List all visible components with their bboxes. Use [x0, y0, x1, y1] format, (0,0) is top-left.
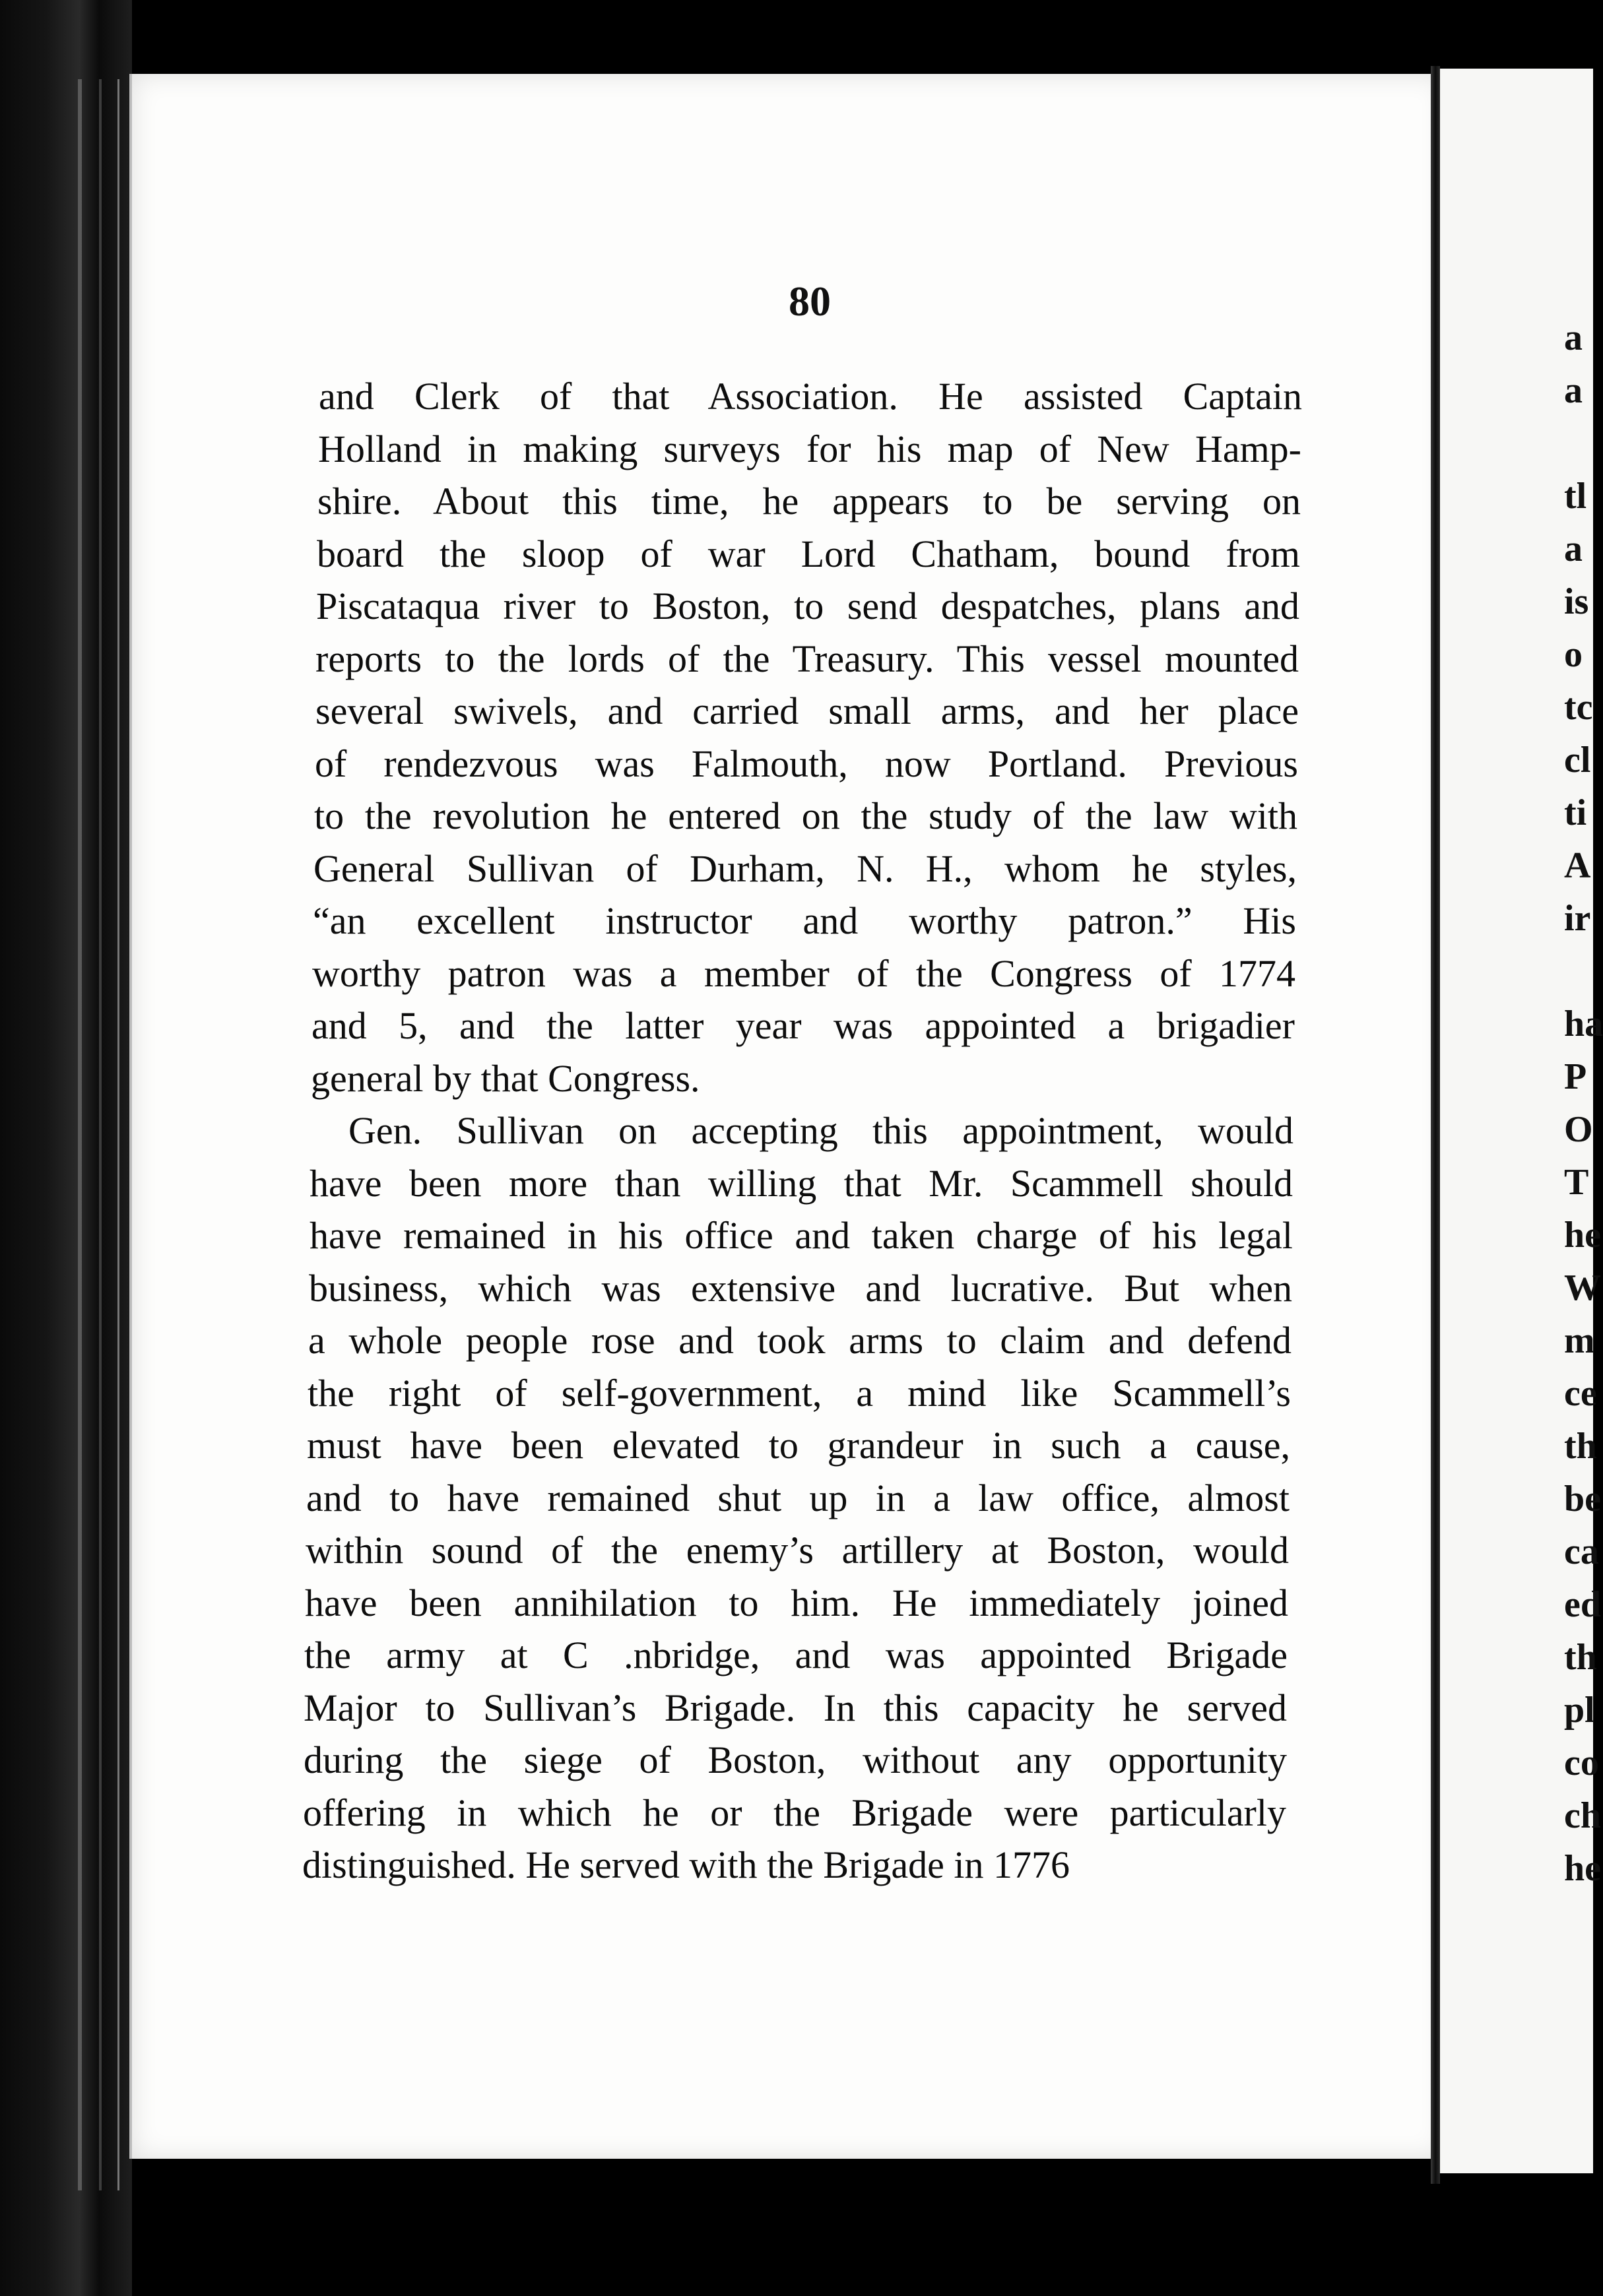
next-page-fragment: he: [1564, 1215, 1601, 1256]
text-line: General Sullivan of Durham, N. H., whom he styles,: [313, 847, 1297, 890]
binding-edge-line: [99, 79, 102, 2190]
text-line: distinguished. He served with the Brigade in 1776: [302, 1843, 1070, 1886]
next-page-fragment: th: [1564, 1637, 1597, 1678]
text-line: the army at C .nbridge, and was appointed Brigade: [304, 1634, 1288, 1676]
text-line: shire. About this time, he appears to be serving on: [317, 480, 1301, 523]
text-line: Gen. Sullivan on accepting this appointment, would: [348, 1109, 1293, 1152]
text-line: and 5, and the latter year was appointed a brigadier: [311, 1004, 1295, 1047]
next-page-fragment: ca: [1564, 1531, 1599, 1572]
next-page-fragment: be: [1564, 1479, 1601, 1519]
text-line: reports to the lords of the Treasury. This vessel mounted: [315, 637, 1299, 680]
text-line: during the siege of Boston, without any opportunity: [304, 1738, 1287, 1781]
text-line: Major to Sullivan’s Brigade. In this capacity he served: [304, 1686, 1287, 1729]
text-line: general by that Congress.: [311, 1057, 700, 1100]
text-line: business, which was extensive and lucrative. But when: [309, 1267, 1292, 1310]
text-line: of rendezvous was Falmouth, now Portland. Previous: [315, 742, 1298, 785]
text-line: worthy patron was a member of the Congress of 1774: [312, 952, 1295, 995]
next-page-fragment: a: [1564, 370, 1583, 411]
next-page-fragment: he: [1564, 1848, 1601, 1889]
next-page-fragment: ed: [1564, 1584, 1601, 1625]
next-page-fragment: A: [1564, 845, 1591, 886]
next-page-fragment: tl: [1564, 476, 1587, 517]
next-page-fragment: ir: [1564, 898, 1591, 939]
next-page-fragment: o: [1564, 634, 1583, 675]
text-line: and to have remained shut up in a law office, almost: [306, 1477, 1290, 1519]
next-page-fragment: ce: [1564, 1373, 1597, 1414]
text-line: offering in which he or the Brigade were particularly: [303, 1791, 1286, 1834]
next-page-sliver: [1440, 69, 1603, 2173]
next-page-fragment: a: [1564, 317, 1583, 358]
next-page-fragment: T: [1564, 1162, 1589, 1203]
next-page-fragment: pl: [1564, 1690, 1595, 1731]
next-page-fragment: is: [1564, 581, 1589, 622]
next-page-fragment: ti: [1564, 792, 1587, 833]
next-page-fragment: W: [1564, 1267, 1601, 1308]
scan-background: [1440, 2173, 1593, 2296]
next-page-fragment: cl: [1564, 740, 1591, 781]
text-line: board the sloop of war Lord Chatham, bound from: [317, 532, 1300, 575]
next-page-fragment: co: [1564, 1742, 1599, 1783]
text-line: to the revolution he entered on the study of the law with: [314, 794, 1297, 837]
text-line: have been annihilation to him. He immediately joined: [305, 1581, 1288, 1624]
text-line: a whole people rose and took arms to claim and defend: [308, 1319, 1292, 1362]
text-line: have been more than willing that Mr. Scammell should: [310, 1162, 1293, 1205]
next-page-fragment: m: [1564, 1320, 1595, 1361]
next-page-fragment: P: [1564, 1056, 1587, 1097]
page-number: 80: [789, 278, 831, 325]
binding-edge-line: [117, 79, 119, 2190]
text-line: “an excellent instructor and worthy patron.” His: [313, 899, 1296, 942]
next-page-fragment: th: [1564, 1426, 1597, 1467]
next-page-fragment: a: [1564, 528, 1583, 569]
text-line: several swivels, and carried small arms, and her place: [315, 689, 1299, 732]
binding-gutter: [0, 0, 132, 2296]
next-page-fragment: ha: [1564, 1004, 1603, 1044]
text-line: the right of self-government, a mind like Scammell’s: [308, 1372, 1291, 1415]
text-line: have remained in his office and taken charge of his legal: [310, 1214, 1293, 1257]
page-fold: [1431, 66, 1440, 2184]
next-page-fragment: tc: [1564, 687, 1593, 728]
next-page-fragment: O: [1564, 1109, 1593, 1150]
next-page-fragment: ch: [1564, 1795, 1601, 1836]
text-line: Piscataqua river to Boston, to send despatches, plans and: [316, 585, 1299, 627]
text-line: within sound of the enemy’s artillery at Boston, would: [306, 1529, 1289, 1572]
text-line: and Clerk of that Association. He assisted Captain: [319, 375, 1302, 418]
text-line: Holland in making surveys for his map of New Hamp-: [318, 428, 1301, 470]
binding-edge-line: [78, 79, 82, 2190]
text-line: must have been elevated to grandeur in such a cause,: [307, 1424, 1290, 1467]
book-page: [132, 74, 1445, 2159]
